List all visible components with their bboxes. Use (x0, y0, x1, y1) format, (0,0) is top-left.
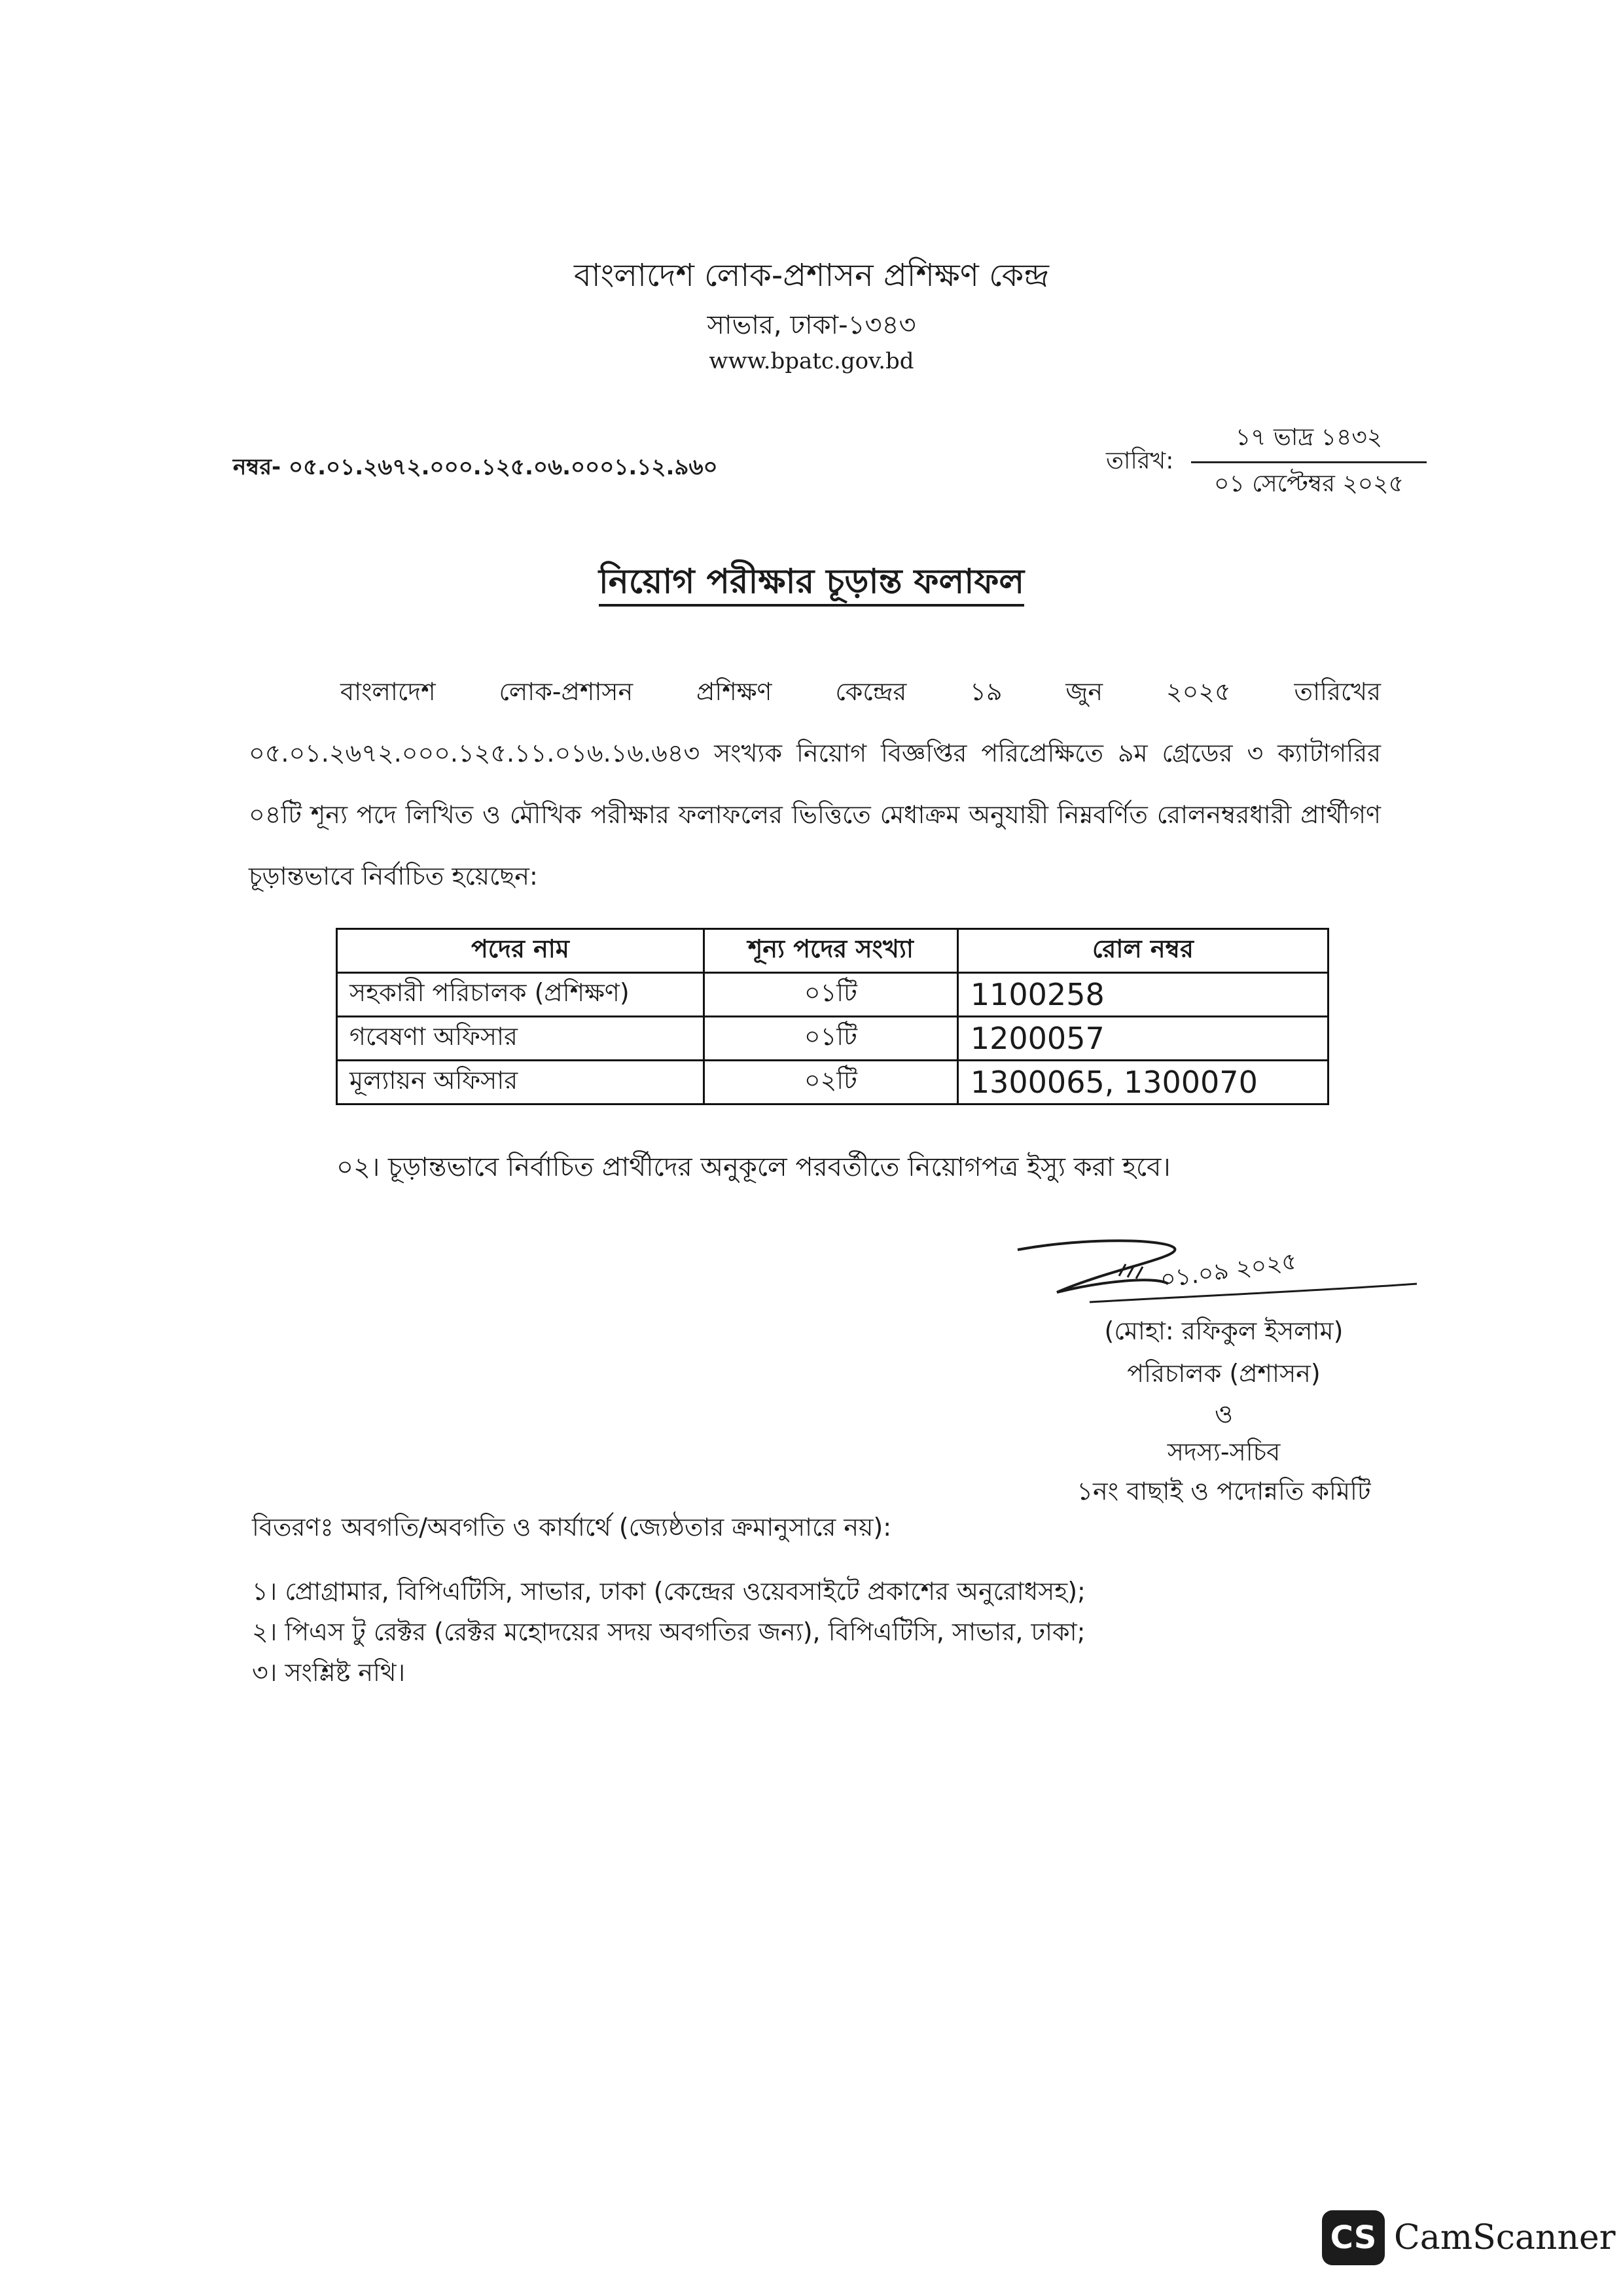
document-title (0, 555, 1623, 612)
distribution-item: ১। প্রোগ্রামার, বিপিএটিসি, সাভার, ঢাকা (কেন্দ্রের ওয়েবসাইটে প্রকাশের অনুরোধসহ); (252, 1577, 1086, 1606)
distribution-item: ২। পিএস টু রেক্টর (রেক্টর মহোদয়ের সদয় অবগতির জন্য), বিপিএটিসি, সাভার, ঢাকা; (252, 1617, 1086, 1646)
memo-number: নম্বর- ০৫.০১.২৬৭২.০০০.১২৫.০৬.০০০১.১২.৯৬০ (233, 454, 718, 480)
vacancy-count-cell: ০১টি (704, 1017, 957, 1061)
table-row (337, 1061, 1329, 1104)
signatory-role: সদস্য-সচিব (1167, 1438, 1281, 1466)
vacancy-count-cell: ০২টি (704, 1061, 957, 1104)
post-name-cell: মূল্যায়ন অফিসার (337, 1061, 704, 1104)
signatory-designation: পরিচালক (প্রশাসন) (1127, 1359, 1321, 1388)
roll-number-cell: 1300065, 1300070 (957, 1061, 1328, 1104)
roll-number-cell: 1200057 (957, 1017, 1328, 1061)
camscanner-watermark: CamScanner (1394, 2218, 1616, 2257)
signature-date: ০১.০৯ ২০২৫ (1158, 1248, 1299, 1294)
signature-stroke (1018, 1241, 1175, 1292)
camscanner-logo-icon: CS (1322, 2210, 1385, 2265)
date-gregorian: ০১ সেপ্টেম্বর ২০২৫ (1214, 470, 1404, 497)
table-row (337, 1017, 1329, 1061)
document-title-text: নিয়োগ পরীক্ষার চূড়ান্ত ফলাফল (599, 562, 1024, 607)
organization-address: সাভার, ঢাকা-১৩৪৩ (707, 310, 916, 340)
column-header-vacancy: শূন্য পদের সংখ্যা (704, 929, 957, 973)
result-table (336, 928, 1329, 1105)
distribution-heading: বিতরণঃ অবগতি/অবগতি ও কার্যার্থে (জ্যেষ্ঠতার ক্রমানুসারে নয়): (252, 1513, 892, 1542)
date-bangla-calendar: ১৭ ভাদ্র ১৪৩২ (1235, 424, 1383, 451)
table-header-row (337, 929, 1329, 973)
column-header-post: পদের নাম (337, 929, 704, 973)
date-label: তারিখ: (1106, 448, 1174, 474)
organization-name: বাংলাদেশ লোক-প্রশাসন প্রশিক্ষণ কেন্দ্র (574, 257, 1049, 294)
organization-website: www.bpatc.gov.bd (709, 348, 914, 374)
distribution-item: ৩। সংশ্লিষ্ট নথি। (252, 1658, 406, 1687)
roll-number-cell: 1100258 (957, 973, 1328, 1017)
intro-paragraph: বাংলাদেশ লোক-প্রশাসন প্রশিক্ষণ কেন্দ্রের ১৯ জুন ২০২৫ তারিখের ০৫.০১.২৬৭২.০০০.১২৫.১১.০১৬.১৬.৬৪৩ সংখ্যক নিয়োগ বিজ্ঞপ্তির পরিপ্রেক্ষিতে ৯ম গ্রেডের ৩ ক্যাটাগরির ০৪টি শূন্য পদে লিখিত ও মৌখিক পরীক্ষার ফলাফলের ভিত্তিতে মেধাক্রম অনুযায়ী নিম্নবর্ণিত রোলনম্বরধারী প্রার্থীগণ চূড়ান্তভাবে নির্বাচিত হয়েছেন: (249, 677, 1381, 891)
column-header-roll: রোল নম্বর (957, 929, 1328, 973)
table-row (337, 973, 1329, 1017)
date-divider (1191, 461, 1427, 463)
signatory-name: (মোহা: রফিকুল ইসলাম) (1104, 1316, 1344, 1345)
signature-underline (1090, 1284, 1417, 1302)
vacancy-count-cell: ০১টি (704, 973, 957, 1017)
note-paragraph: ০২। চূড়ান্তভাবে নির্বাচিত প্রার্থীদের অনুকূলে পরবর্তীতে নিয়োগপত্র ইস্যু করা হবে। (336, 1152, 1171, 1182)
post-name-cell: গবেষণা অফিসার (337, 1017, 704, 1061)
post-name-cell: সহকারী পরিচালক (প্রশিক্ষণ) (337, 973, 704, 1017)
signatory-committee: ১নং বাছাই ও পদোন্নতি কমিটি (1077, 1477, 1371, 1506)
signatory-conjunction: ও (1215, 1400, 1233, 1428)
